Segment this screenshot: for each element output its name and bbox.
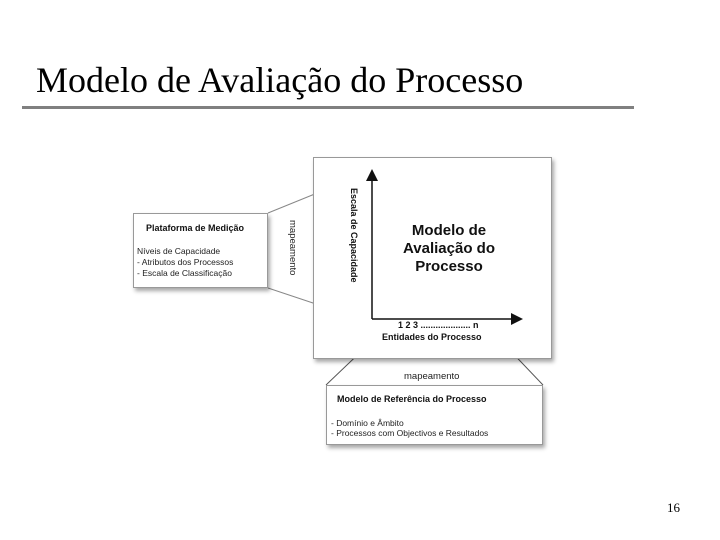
reference-model-box: [326, 385, 543, 445]
assessment-model-title: [384, 222, 514, 276]
reference-model-title: Modelo de Referência do Processo: [337, 394, 487, 404]
assessment-model-title-line: Avaliação do: [403, 240, 495, 257]
measurement-platform-list: [137, 246, 233, 279]
measurement-platform-item: - Escala de Classificação: [137, 268, 232, 278]
x-axis-ticks: 1 2 3 .................... n: [398, 320, 479, 330]
mapping-label-vertical: mapeamento: [287, 220, 298, 276]
measurement-platform-item: - Atributos dos Processos: [137, 257, 234, 267]
assessment-model-box: [313, 157, 552, 359]
x-axis-label: Entidades do Processo: [382, 332, 482, 342]
reference-model-item: - Processos com Objectivos e Resultados: [331, 428, 489, 438]
page-number: 16: [667, 500, 680, 515]
reference-model-item: - Domínio e Âmbito: [331, 418, 404, 428]
assessment-model-title-line: Processo: [415, 258, 483, 275]
reference-model-list: [331, 418, 488, 438]
assessment-model-title-line: Modelo de: [411, 222, 487, 239]
mapping-label-horizontal: mapeamento: [404, 371, 460, 382]
measurement-platform-item: Níveis de Capacidade: [137, 246, 221, 256]
slide-title: Modelo de Avaliação do Processo: [36, 60, 524, 100]
measurement-platform-box: [133, 213, 268, 288]
title-divider: [22, 106, 634, 109]
y-axis-label: Escala de Capacidade: [349, 188, 359, 283]
measurement-platform-title: Plataforma de Medição: [146, 223, 245, 233]
